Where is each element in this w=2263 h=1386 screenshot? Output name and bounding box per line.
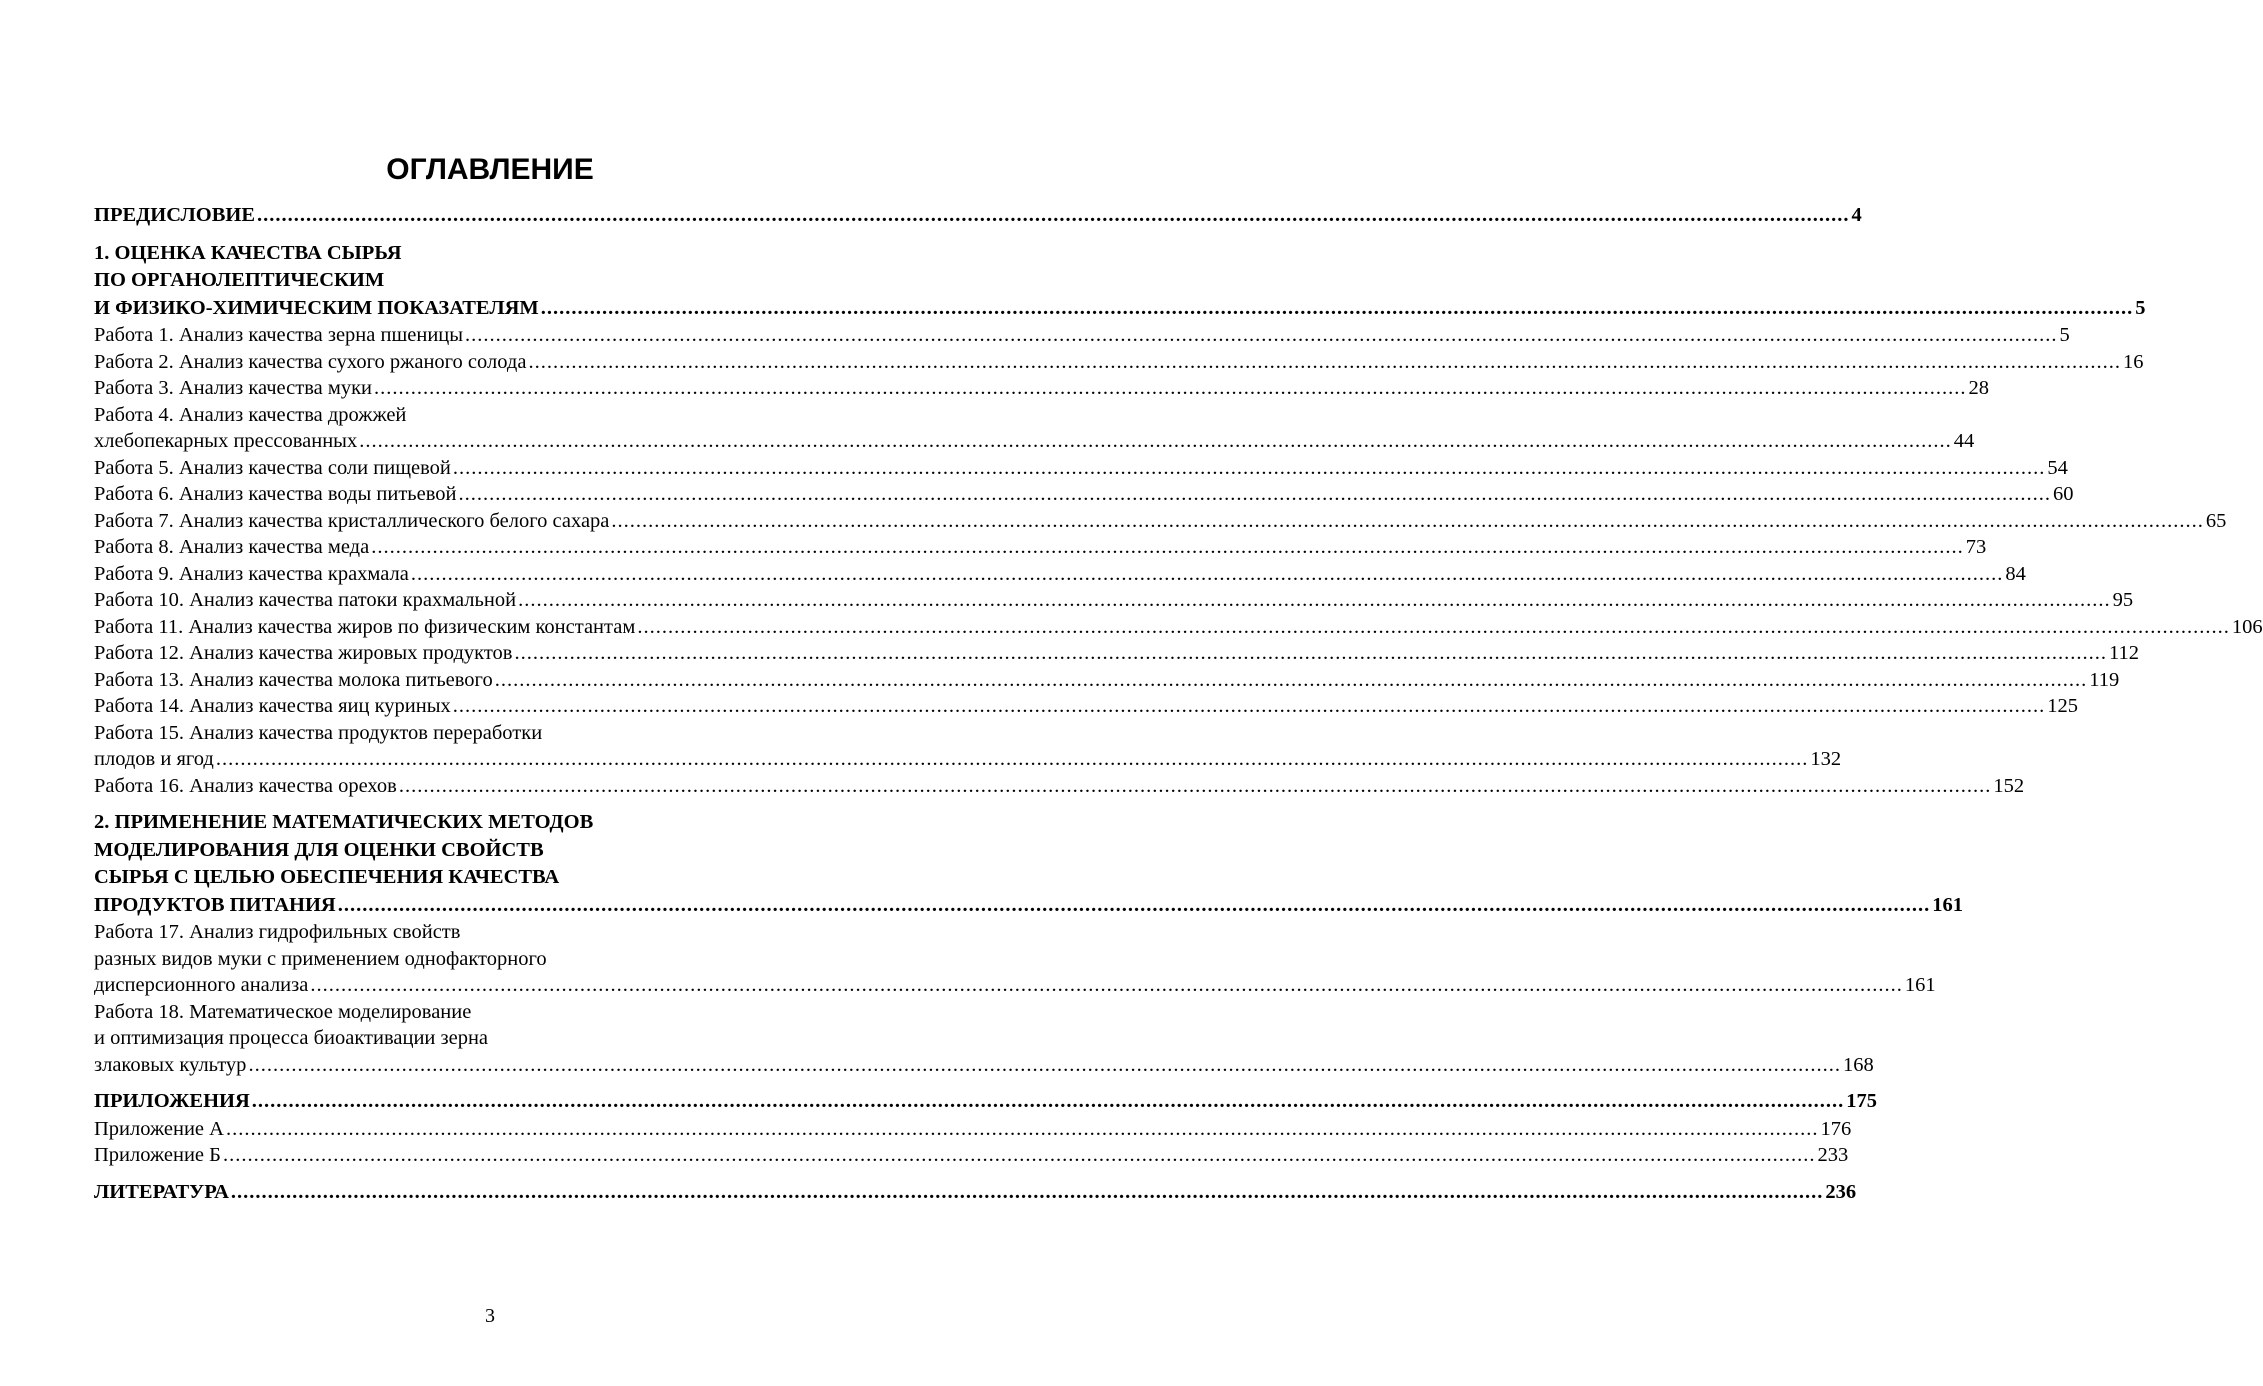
toc-dot-leader: .................................................................................................................................................................................................................................................................... (251, 1090, 1845, 1112)
toc-entry-line (94, 561, 2026, 588)
toc-entry-line (94, 402, 886, 429)
toc-entry[interactable] (94, 534, 1987, 561)
toc-entry[interactable] (94, 773, 2025, 800)
toc-entry-line (94, 295, 2146, 323)
toc-page-number: 28 (1968, 377, 1990, 399)
toc-dot-leader: .................................................................................................................................................................................................................................................................... (310, 974, 1903, 996)
toc-section-entry[interactable] (94, 202, 1862, 230)
toc-entry-text: СЫРЬЯ С ЦЕЛЬЮ ОБЕСПЕЧЕНИЯ КАЧЕСТВА (94, 866, 560, 888)
toc-entry-line (94, 640, 2139, 667)
toc-entry-text: 1. ОЦЕНКА КАЧЕСТВА СЫРЬЯ (94, 241, 402, 264)
toc-entry-text: разных видов муки с применением однофакторного (94, 947, 547, 970)
toc-entry-line (94, 946, 886, 973)
toc-entry-line (94, 1025, 886, 1052)
page-number: 3 (485, 1305, 495, 1327)
toc-entry-text: Работа 3. Анализ качества муки (94, 377, 373, 399)
toc-entry-line (94, 999, 886, 1026)
toc-entry-line (94, 1052, 1874, 1079)
toc-page-number: 73 (1965, 536, 1987, 558)
toc-entry-text: Приложение А (94, 1117, 224, 1140)
toc-entry-line (94, 267, 886, 295)
toc-entry[interactable] (94, 999, 1874, 1079)
toc-entry-text: Работа 17. Анализ гидрофильных свойств (94, 921, 461, 943)
toc-entry-text: Работа 7. Анализ качества кристаллического белого сахара (94, 509, 610, 532)
toc-page-number: 176 (1820, 1117, 1852, 1140)
toc-dot-leader: .................................................................................................................................................................................................................................................................... (494, 668, 2088, 691)
toc-entry-text: Работа 12. Анализ качества жировых продуктов (94, 642, 513, 664)
toc-entry-text: Работа 5. Анализ качества соли пищевой (94, 456, 451, 479)
toc-entry-text: Работа 4. Анализ качества дрожжей (94, 403, 407, 426)
toc-dot-leader: .................................................................................................................................................................................................................................................................... (452, 695, 2046, 717)
toc-dot-leader: .................................................................................................................................................................................................................................................................... (528, 350, 2121, 373)
toc-entry-line (94, 1179, 1857, 1207)
toc-page-number: 175 (1846, 1090, 1878, 1112)
toc-entry-text: ЛИТЕРАТУРА (94, 1180, 229, 1203)
toc-dot-leader: .................................................................................................................................................................................................................................................................... (452, 456, 2046, 479)
toc-entry-text: ПРЕДИСЛОВИЕ (94, 204, 255, 226)
toc-page-number: 106 (2231, 615, 2263, 638)
toc-entry-text: Работа 14. Анализ качества яиц куриных (94, 695, 451, 717)
toc-entry-line (94, 455, 2068, 482)
toc-entry-line (94, 919, 886, 946)
toc-dot-leader: .................................................................................................................................................................................................................................................................... (637, 615, 2230, 638)
toc-entry-line (94, 1088, 1878, 1116)
table-of-contents (94, 202, 2263, 1206)
toc-entry-line (94, 240, 886, 268)
toc-entry-text: Работа 8. Анализ качества меда (94, 536, 370, 558)
toc-entry-line (94, 375, 1990, 402)
toc-page-number: 125 (2047, 695, 2078, 717)
toc-dot-leader: .................................................................................................................................................................................................................................................................... (374, 377, 1967, 399)
toc-page-number: 54 (2047, 456, 2068, 479)
toc-entry-line (94, 1142, 1849, 1169)
toc-entry[interactable] (94, 1116, 1852, 1143)
toc-section-entry[interactable] (94, 1179, 1857, 1207)
toc-entry-line (94, 864, 886, 892)
toc-page-number: 112 (2108, 642, 2139, 664)
toc-entry-line (94, 322, 2070, 349)
toc-entry-text: 2. ПРИМЕНЕНИЕ МАТЕМАТИЧЕСКИХ МЕТОДОВ (94, 811, 594, 833)
toc-entry-text: плодов и ягод (94, 748, 214, 770)
toc-entry[interactable] (94, 375, 1990, 402)
toc-entry-line (94, 720, 886, 747)
toc-dot-leader: .................................................................................................................................................................................................................................................................... (337, 893, 1931, 916)
toc-page-number: 5 (2059, 324, 2070, 346)
toc-entry-text: хлебопекарных прессованных (94, 430, 358, 452)
toc-entry-text: Работа 1. Анализ качества зерна пшеницы (94, 324, 464, 346)
toc-dot-leader: .................................................................................................................................................................................................................................................................... (371, 536, 1964, 558)
toc-entry-line (94, 667, 2120, 694)
toc-dot-leader: .................................................................................................................................................................................................................................................................... (230, 1180, 1824, 1203)
toc-entry[interactable] (94, 402, 1975, 455)
toc-section-entry[interactable] (94, 809, 1963, 919)
toc-dot-leader: .................................................................................................................................................................................................................................................................... (257, 204, 1850, 226)
toc-entry[interactable] (94, 919, 1936, 999)
toc-section-entry[interactable] (94, 1088, 1878, 1116)
toc-entry[interactable] (94, 587, 2134, 614)
toc-page-number: 161 (1932, 893, 1963, 916)
toc-entry[interactable] (94, 614, 2263, 641)
toc-dot-leader: .................................................................................................................................................................................................................................................................... (611, 509, 2204, 532)
toc-section-entry[interactable] (94, 240, 2146, 323)
toc-entry[interactable] (94, 640, 2139, 667)
toc-entry[interactable] (94, 561, 2026, 588)
toc-entry-text: Работа 15. Анализ качества продуктов переработки (94, 721, 543, 744)
toc-page-number: 84 (2005, 562, 2026, 585)
toc-entry-text: Работа 2. Анализ качества сухого ржаного солода (94, 350, 527, 373)
toc-entry-line (94, 1116, 1852, 1143)
toc-entry-line (94, 972, 1936, 999)
toc-entry-line (94, 587, 2134, 614)
toc-dot-leader: .................................................................................................................................................................................................................................................................... (518, 589, 2111, 611)
toc-entry-text: Работа 11. Анализ качества жиров по физическим константам (94, 615, 636, 638)
toc-entry-text: ПО ОРГАНОЛЕПТИЧЕСКИМ (94, 269, 385, 291)
toc-dot-leader: .................................................................................................................................................................................................................................................................... (465, 324, 2058, 346)
toc-page-number: 44 (1953, 430, 1975, 452)
toc-dot-leader: .................................................................................................................................................................................................................................................................... (215, 748, 1809, 770)
toc-entry-text: ПРИЛОЖЕНИЯ (94, 1090, 250, 1112)
toc-entry-text: И ФИЗИКО-ХИМИЧЕСКИМ ПОКАЗАТЕЛЯМ (94, 296, 539, 319)
toc-entry-line (94, 349, 2144, 376)
toc-entry[interactable] (94, 508, 2227, 535)
toc-entry[interactable] (94, 322, 2070, 349)
toc-dot-leader: .................................................................................................................................................................................................................................................................... (458, 483, 2051, 505)
page-title: ОГЛАВЛЕНИЕ (386, 153, 594, 186)
toc-entry-text: Работа 16. Анализ качества орехов (94, 774, 397, 797)
toc-entry-text: и оптимизация процесса биоактивации зерна (94, 1027, 489, 1049)
toc-page-number: 152 (1993, 774, 2025, 797)
toc-dot-leader: .................................................................................................................................................................................................................................................................... (514, 642, 2107, 664)
toc-entry[interactable] (94, 481, 2074, 508)
toc-entry-line (94, 746, 1842, 773)
toc-entry[interactable] (94, 349, 2144, 376)
toc-entry[interactable] (94, 720, 1842, 773)
toc-entry-text: Работа 13. Анализ качества молока питьевого (94, 668, 493, 691)
toc-entry[interactable] (94, 667, 2120, 694)
toc-page-number: 4 (1851, 204, 1862, 226)
toc-entry-line (94, 892, 1963, 920)
toc-entry-line (94, 837, 886, 865)
toc-dot-leader: .................................................................................................................................................................................................................................................................... (248, 1053, 1841, 1076)
toc-page-number: 161 (1904, 974, 1936, 996)
toc-entry-text: злаковых культур (94, 1053, 247, 1076)
toc-entry[interactable] (94, 1142, 1849, 1169)
toc-page-number: 5 (2135, 296, 2146, 319)
toc-entry-line (94, 773, 2025, 800)
toc-entry[interactable] (94, 693, 2078, 720)
toc-page-number: 60 (2053, 483, 2074, 505)
toc-dot-leader: .................................................................................................................................................................................................................................................................... (359, 430, 1952, 452)
toc-entry-text: Работа 9. Анализ качества крахмала (94, 562, 409, 585)
toc-dot-leader: .................................................................................................................................................................................................................................................................... (410, 562, 2004, 585)
toc-page-number: 95 (2112, 589, 2134, 611)
toc-page-number: 168 (1842, 1053, 1874, 1076)
toc-entry-text: ПРОДУКТОВ ПИТАНИЯ (94, 893, 336, 916)
toc-page-number: 233 (1817, 1144, 1849, 1166)
toc-page-number: 236 (1825, 1180, 1857, 1203)
toc-dot-leader: .................................................................................................................................................................................................................................................................... (540, 296, 2134, 319)
toc-entry-text: Работа 18. Математическое моделирование (94, 1000, 472, 1023)
toc-page-number: 119 (2089, 668, 2120, 691)
toc-dot-leader: .................................................................................................................................................................................................................................................................... (225, 1117, 1819, 1140)
toc-page-number: 65 (2205, 509, 2227, 532)
toc-entry-line (94, 481, 2074, 508)
toc-entry[interactable] (94, 455, 2068, 482)
toc-page-number: 16 (2122, 350, 2144, 373)
toc-entry-text: Работа 6. Анализ качества воды питьевой (94, 483, 457, 505)
toc-entry-line (94, 534, 1987, 561)
toc-entry-text: Приложение Б (94, 1144, 221, 1166)
toc-entry-line (94, 202, 1862, 230)
toc-page-number: 132 (1810, 748, 1842, 770)
toc-entry-text: МОДЕЛИРОВАНИЯ ДЛЯ ОЦЕНКИ СВОЙСТВ (94, 838, 544, 861)
toc-entry-text: Работа 10. Анализ качества патоки крахмальной (94, 589, 517, 611)
toc-entry-line (94, 428, 1975, 455)
toc-entry-line (94, 809, 886, 837)
toc-entry-text: дисперсионного анализа (94, 974, 309, 996)
toc-entry-line (94, 693, 2078, 720)
toc-dot-leader: .................................................................................................................................................................................................................................................................... (398, 774, 1992, 797)
toc-entry-line (94, 614, 2263, 641)
toc-dot-leader: .................................................................................................................................................................................................................................................................... (222, 1144, 1816, 1166)
toc-entry-line (94, 508, 2227, 535)
